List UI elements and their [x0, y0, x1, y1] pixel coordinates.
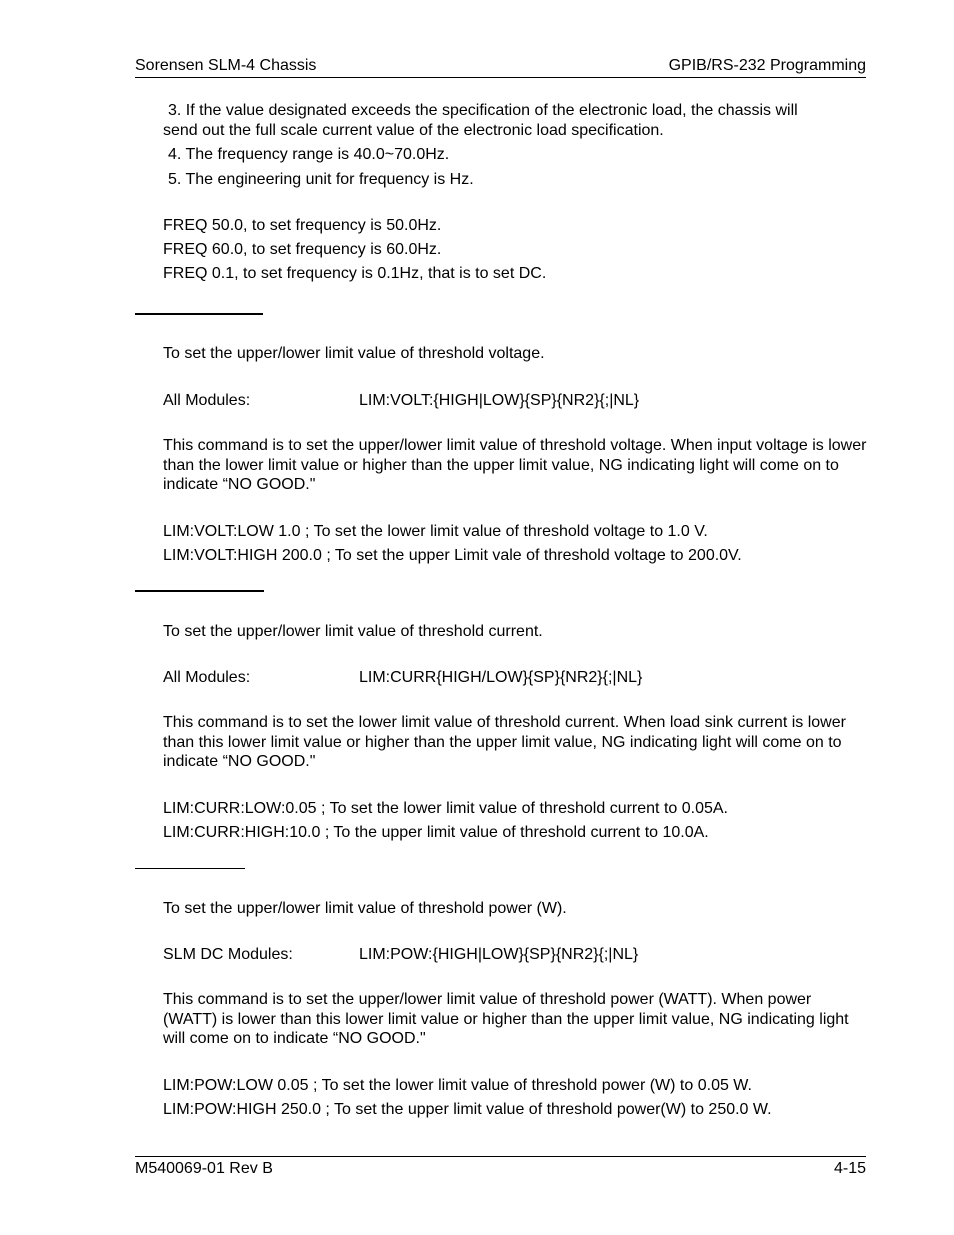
note-4: 4. The frequency range is 40.0~70.0Hz.	[168, 146, 450, 163]
power-purpose: To set the upper/lower limit value of threshold power (W).	[163, 900, 567, 917]
voltage-syntax: LIM:VOLT:{HIGH|LOW}{SP}{NR2}{;|NL}	[359, 392, 640, 409]
note-3-line-2: send out the full scale current value of the electronic load specification.	[163, 122, 664, 139]
current-description: This command is to set the lower limit value of threshold current. When load sink current is lower than this lower limit value or higher than the upper limit value, NG indicating light will come on to indicate “NO GOOD."	[163, 714, 846, 770]
page-header	[135, 55, 866, 78]
power-description: This command is to set the upper/lower limit value of threshold power (WATT). When power (WATT) is lower than this lower limit value or higher than the upper limit value, NG indicating light will come on to indicate “NO GOOD."	[163, 991, 849, 1047]
voltage-example-2: LIM:VOLT:HIGH 200.0 ; To set the upper Limit vale of threshold voltage to 200.0V.	[163, 547, 742, 564]
voltage-purpose: To set the upper/lower limit value of threshold voltage.	[163, 345, 545, 362]
freq-example-3: FREQ 0.1, to set frequency is 0.1Hz, that is to set DC.	[163, 265, 547, 282]
section-heading-rule-voltage	[135, 313, 263, 315]
power-syntax-label: SLM DC Modules:	[163, 946, 293, 963]
current-syntax-label: All Modules:	[163, 669, 251, 686]
voltage-description: This command is to set the upper/lower limit value of threshold voltage. When input voltage is lower than the lower limit value or higher than the upper limit value, NG indicating light will come on to indicate “NO GOOD."	[163, 437, 867, 493]
note-3-line-1: 3. If the value designated exceeds the specification of the electronic load, the chassis will	[168, 102, 798, 119]
voltage-example-1: LIM:VOLT:LOW 1.0 ; To set the lower limit value of threshold voltage to 1.0 V.	[163, 523, 708, 540]
footer-doc-number: M540069-01 Rev B	[135, 1160, 273, 1177]
power-example-1: LIM:POW:LOW 0.05 ; To set the lower limit value of threshold power (W) to 0.05 W.	[163, 1077, 752, 1094]
section-heading-rule-current	[135, 590, 264, 592]
power-syntax: LIM:POW:{HIGH|LOW}{SP}{NR2}{;|NL}	[359, 946, 639, 963]
voltage-syntax-label: All Modules:	[163, 392, 251, 409]
note-5: 5. The engineering unit for frequency is Hz.	[168, 171, 474, 188]
footer-page-number: 4-15	[833, 1160, 866, 1177]
current-example-1: LIM:CURR:LOW:0.05 ; To set the lower limit value of threshold current to 0.05A.	[163, 800, 728, 817]
power-example-2: LIM:POW:HIGH 250.0 ; To set the upper limit value of threshold power(W) to 250.0 W.	[163, 1101, 772, 1118]
freq-example-1: FREQ 50.0, to set frequency is 50.0Hz.	[163, 217, 442, 234]
current-example-2: LIM:CURR:HIGH:10.0 ; To the upper limit value of threshold current to 10.0A.	[163, 824, 709, 841]
current-purpose: To set the upper/lower limit value of threshold current.	[163, 623, 543, 640]
freq-example-2: FREQ 60.0, to set frequency is 60.0Hz.	[163, 241, 442, 258]
header-left-title: Sorensen SLM-4 Chassis	[135, 57, 317, 74]
header-right-title: GPIB/RS-232 Programming	[668, 57, 866, 74]
page-footer	[135, 1156, 866, 1179]
current-syntax: LIM:CURR{HIGH/LOW}{SP}{NR2}{;|NL}	[359, 669, 643, 686]
section-heading-rule-power	[135, 868, 245, 869]
